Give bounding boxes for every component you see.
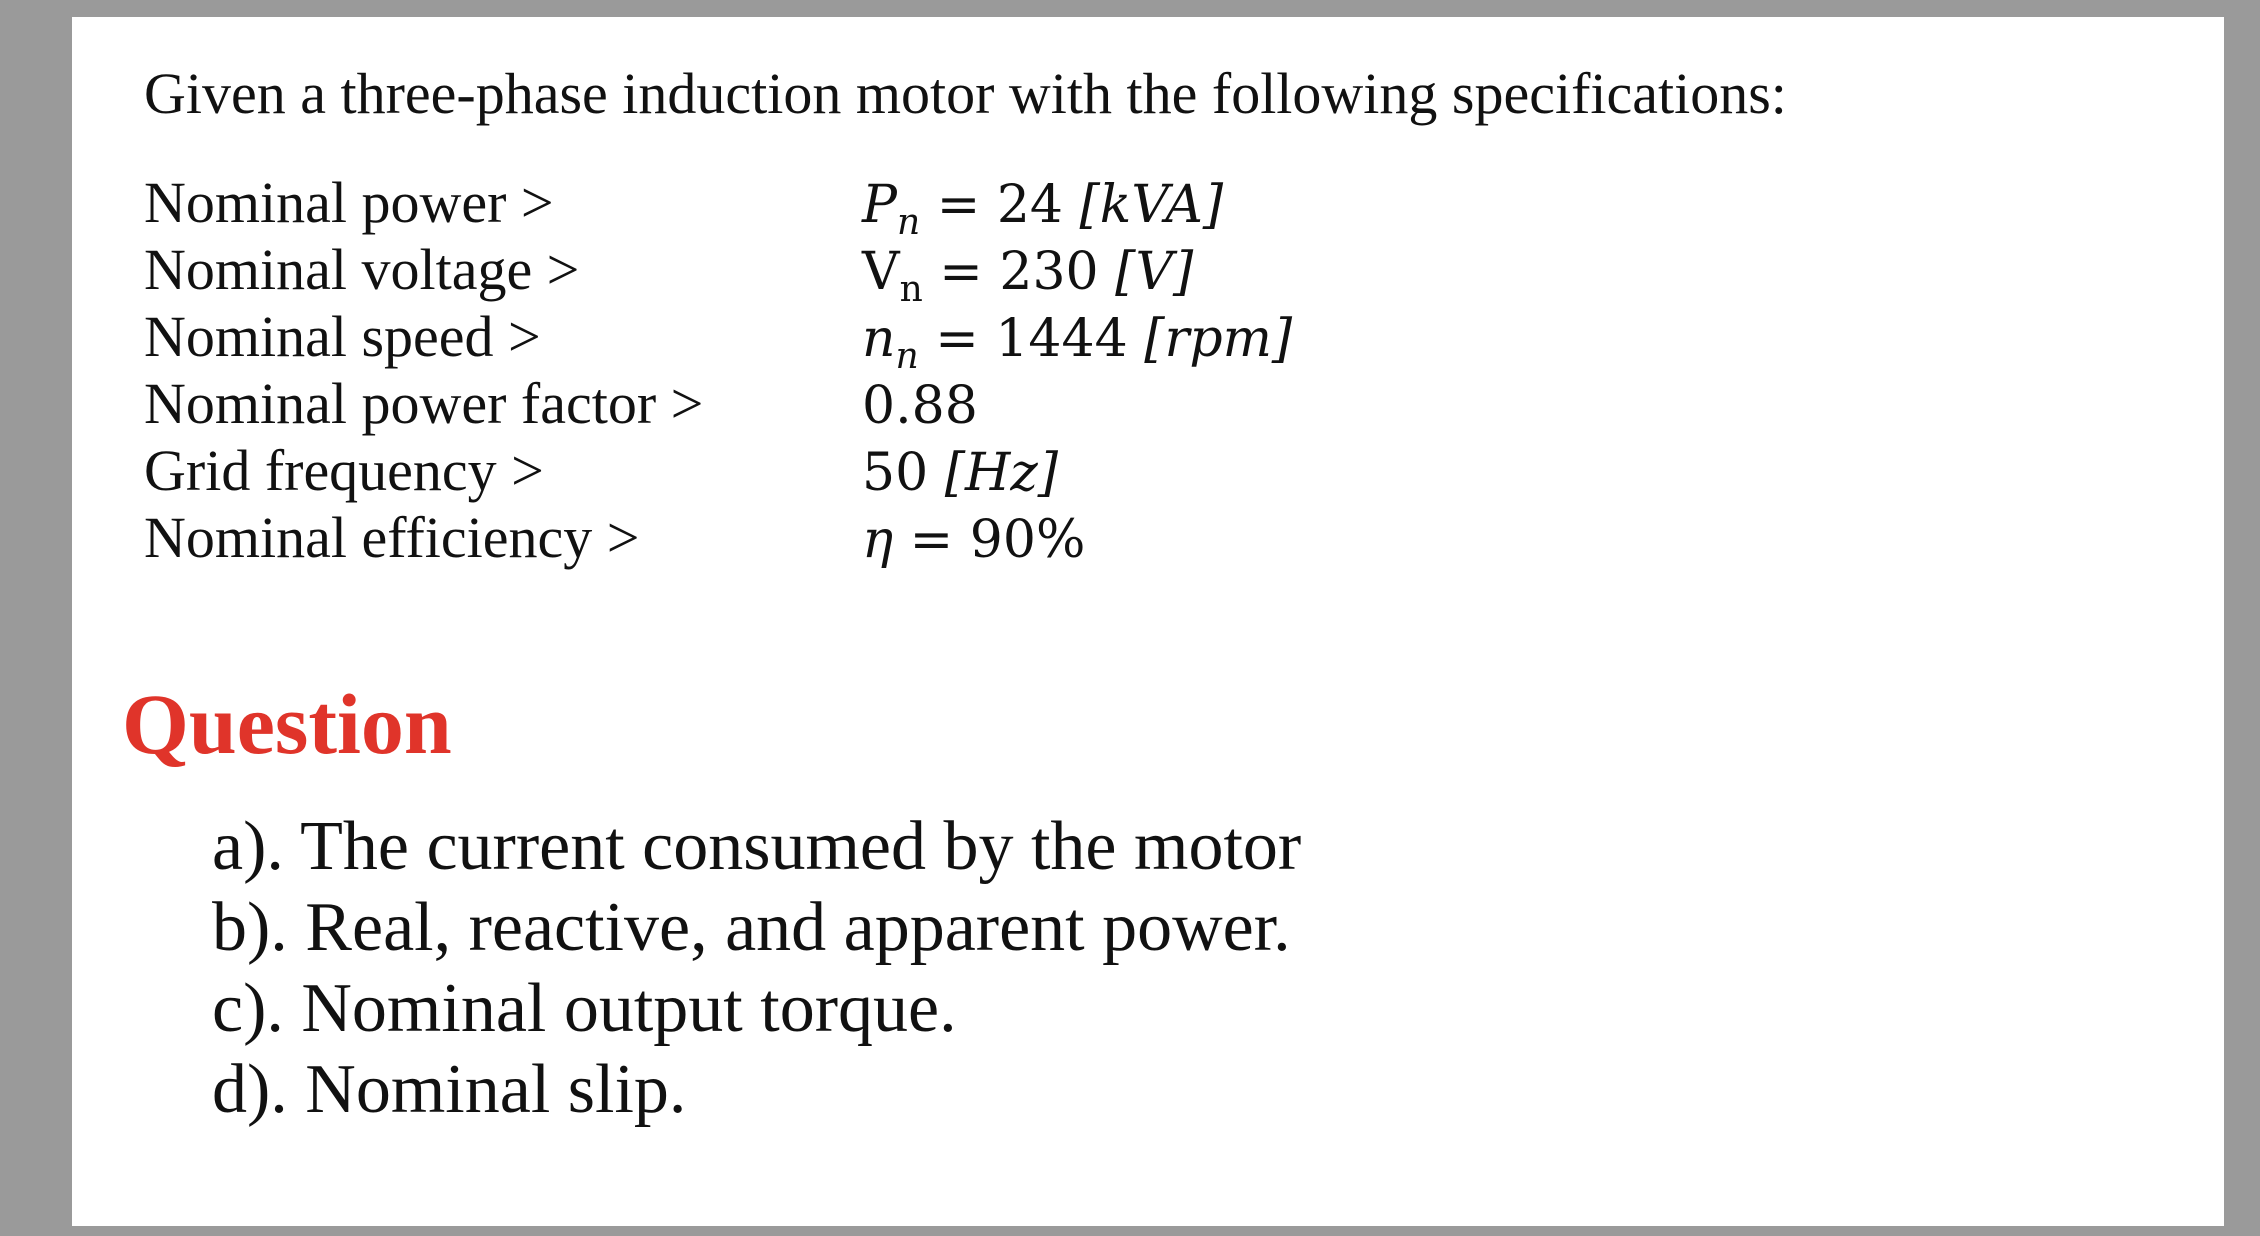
equation: = 24 xyxy=(920,175,1080,235)
question-item-a: a). The current consumed by the motor xyxy=(212,808,1302,885)
spec-label: Nominal speed > xyxy=(144,304,541,369)
unit: [V] xyxy=(1115,242,1194,302)
question-heading: Question xyxy=(122,676,452,772)
unit: [kVA] xyxy=(1079,175,1224,235)
spec-value xyxy=(862,504,1085,574)
equation: = 1444 xyxy=(918,309,1145,369)
spec-label: Nominal efficiency > xyxy=(144,505,640,570)
spec-row-power-factor xyxy=(144,370,1644,437)
spec-value xyxy=(862,370,978,440)
intro-text: Given a three-phase induction motor with the following specifications: xyxy=(144,61,1787,126)
subscript: n xyxy=(895,336,919,377)
symbol: V xyxy=(862,242,900,302)
unit: [rpm] xyxy=(1144,309,1293,369)
spec-label: Grid frequency > xyxy=(144,438,544,503)
symbol: η xyxy=(862,510,894,570)
spec-value xyxy=(862,303,1292,378)
spec-row-nominal-power xyxy=(144,169,1644,243)
spec-label: Nominal power > xyxy=(144,170,554,235)
spec-row-nominal-efficiency xyxy=(144,504,1644,571)
equation: = 90% xyxy=(893,510,1086,570)
question-item-b: b). Real, reactive, and apparent power. xyxy=(212,889,1291,966)
question-item-c: c). Nominal output torque. xyxy=(212,970,957,1047)
subscript: n xyxy=(897,202,921,243)
spec-row-nominal-voltage xyxy=(144,236,1644,310)
number: 50 xyxy=(862,443,945,503)
symbol: P xyxy=(862,175,897,235)
subscript: n xyxy=(899,269,923,310)
value: 0.88 xyxy=(862,376,978,436)
symbol: n xyxy=(862,309,896,369)
equation: = 230 xyxy=(922,242,1116,302)
spec-row-grid-frequency xyxy=(144,437,1644,504)
spec-value xyxy=(862,236,1193,311)
spec-value xyxy=(862,437,1058,507)
document-page xyxy=(72,17,2224,1226)
spec-label: Nominal power factor > xyxy=(144,371,704,436)
unit: [Hz] xyxy=(944,443,1059,503)
spec-value xyxy=(862,169,1223,244)
spec-label: Nominal voltage > xyxy=(144,237,580,302)
question-item-d: d). Nominal slip. xyxy=(212,1051,687,1128)
spec-row-nominal-speed xyxy=(144,303,1644,377)
